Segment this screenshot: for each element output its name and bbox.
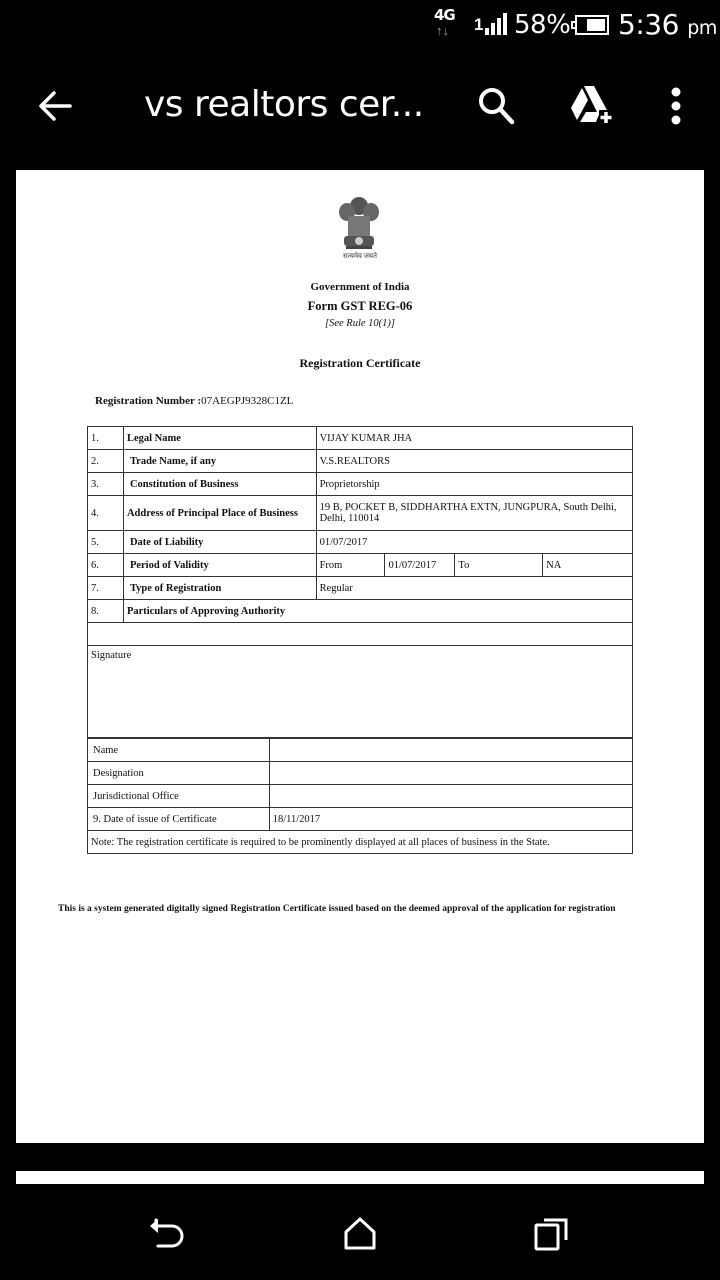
document-page[interactable] bbox=[16, 170, 704, 1143]
document-title: vs realtors cer... bbox=[144, 84, 424, 125]
battery-icon bbox=[571, 15, 609, 35]
clock: 5:36 pm bbox=[618, 8, 717, 41]
authority-table bbox=[87, 738, 633, 854]
nav-home-icon[interactable] bbox=[342, 1216, 378, 1252]
next-document-page[interactable] bbox=[16, 1171, 704, 1184]
table-row: 3. Constitution of Business Proprietorship bbox=[88, 473, 633, 496]
table-row: 9. Date of issue of Certificate 18/11/2017 bbox=[88, 808, 633, 831]
app-toolbar bbox=[0, 60, 720, 156]
table-row: Jurisdictional Office bbox=[88, 785, 633, 808]
certificate-table bbox=[87, 426, 633, 738]
table-row: 4. Address of Principal Place of Business 19 B, POCKET B, SIDDHARTHA EXTN, JUNGPURA, South Delhi, Delhi, 110014 bbox=[88, 496, 633, 531]
nav-recents-icon[interactable] bbox=[532, 1216, 572, 1252]
signature-row: Signature bbox=[88, 646, 633, 738]
add-to-drive-icon[interactable] bbox=[566, 84, 616, 128]
network-indicator bbox=[434, 8, 460, 42]
rule-reference: [See Rule 10(1)] bbox=[325, 318, 395, 329]
network-type: 4G bbox=[434, 6, 455, 24]
table-row: 6. Period of Validity From 01/07/2017 To NA bbox=[88, 554, 633, 577]
signal-strength-icon: 1 bbox=[474, 13, 506, 35]
table-row: 2. Trade Name, if any V.S.REALTORS bbox=[88, 450, 633, 473]
form-heading: Form GST REG-06 bbox=[307, 299, 413, 313]
system-nav-bar bbox=[0, 1184, 720, 1280]
table-row: 8. Particulars of Approving Authority bbox=[88, 600, 633, 623]
table-row: Designation bbox=[88, 762, 633, 785]
emblem-motto: सत्यमेव जयते bbox=[343, 252, 377, 260]
table-row: 5. Date of Liability 01/07/2017 bbox=[88, 531, 633, 554]
certificate-title: Registration Certificate bbox=[299, 356, 421, 370]
note-row: Note: The registration certificate is required to be prominently displayed at all places of business in the State. bbox=[88, 831, 633, 854]
search-icon[interactable] bbox=[474, 84, 518, 128]
table-row: Name bbox=[88, 739, 633, 762]
status-bar bbox=[0, 0, 720, 52]
table-row-blank bbox=[88, 623, 633, 646]
data-activity-icon: ↑↓ bbox=[436, 23, 449, 38]
registration-number: Registration Number :07AEGPJ9328C1ZL bbox=[95, 395, 294, 407]
table-row: 7. Type of Registration Regular bbox=[88, 577, 633, 600]
government-heading: Government of India bbox=[310, 281, 410, 293]
table-row: 1. Legal Name VIJAY KUMAR JHA bbox=[88, 427, 633, 450]
arrow-left-icon[interactable] bbox=[36, 86, 76, 126]
system-generated-note: This is a system generated digitally signed Registration Certificate issued based on the deemed approval of the application for registration bbox=[58, 904, 616, 914]
more-vert-icon[interactable] bbox=[664, 86, 688, 130]
nav-back-icon[interactable] bbox=[148, 1216, 188, 1252]
battery-percent: 58% bbox=[514, 10, 571, 40]
